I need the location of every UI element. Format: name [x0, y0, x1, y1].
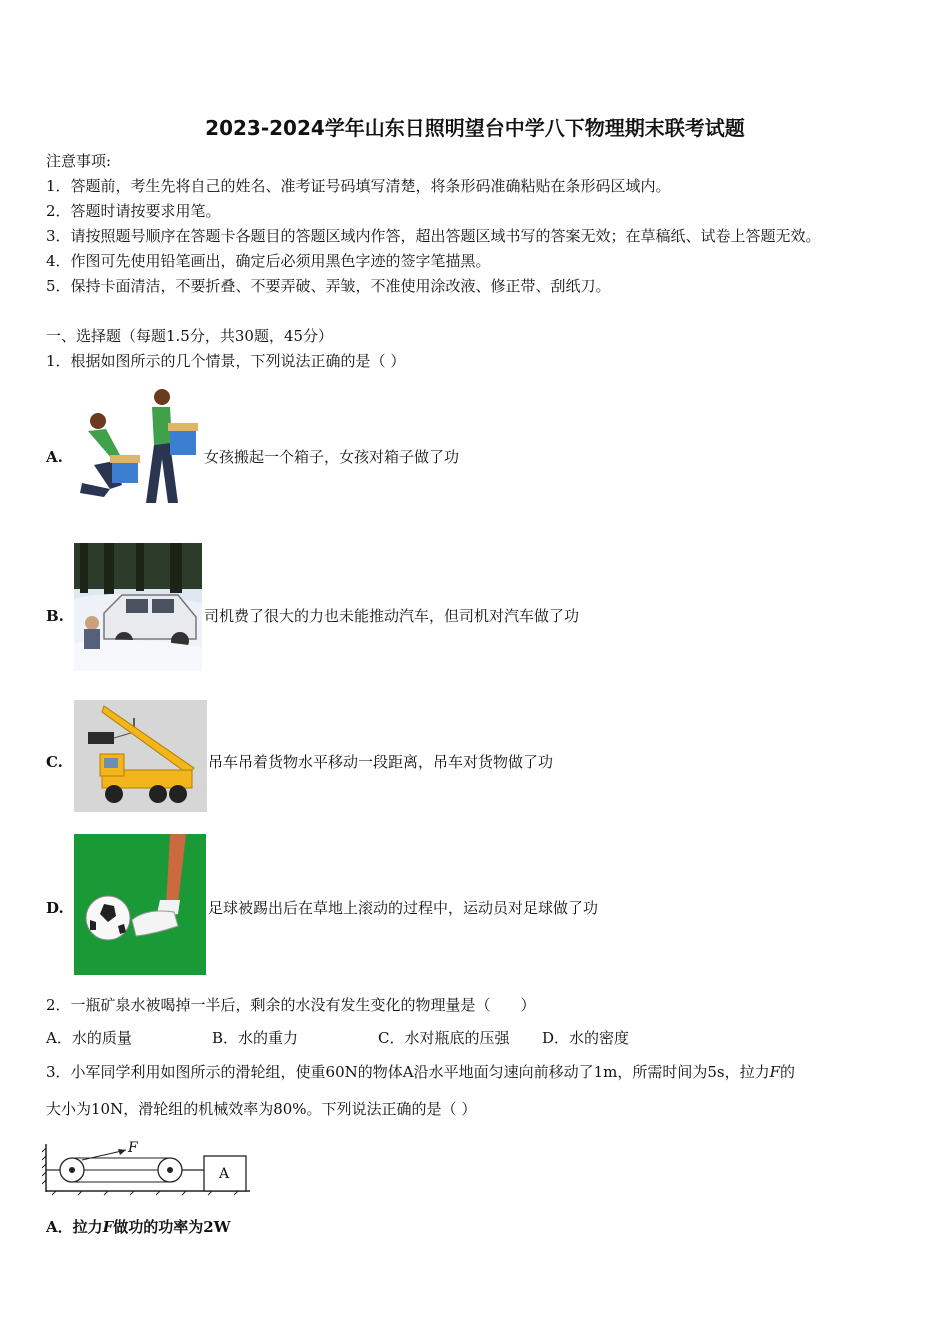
option-letter: A.: [46, 448, 63, 466]
notice-item: 4．作图可先使用铅笔画出，确定后必须用黑色字迹的签字笔描黑。: [46, 252, 491, 270]
question-3-stem-line2: 大小为10N，滑轮组的机械效率为80%。下列说法正确的是（ ）: [46, 1100, 477, 1118]
force-variable: F: [102, 1218, 114, 1236]
question-2-stem: 2．一瓶矿泉水被喝掉一半后，剩余的水没有发生变化的物理量是（ ）: [46, 996, 536, 1014]
option-text: A．水的质量: [46, 1029, 132, 1047]
girl-lifting-box-image: [74, 385, 202, 510]
question-3-option-a: [46, 1217, 231, 1237]
option-text: D．水的密度: [542, 1029, 630, 1047]
force-label: F: [128, 1140, 138, 1156]
option-text: A．拉力: [46, 1218, 103, 1236]
question-1-stem: 1．根据如图所示的几个情景，下列说法正确的是（ ）: [46, 352, 406, 370]
option-text: 做功的功率为2W: [113, 1218, 231, 1236]
notice-item: 2．答题时请按要求用笔。: [46, 202, 221, 220]
stem-text: 的: [780, 1063, 796, 1081]
section-heading: 一、选择题（每题1.5分，共30题，45分）: [46, 327, 334, 345]
option-text: 足球被踢出后在草地上滚动的过程中，运动员对足球做了功: [208, 899, 599, 917]
force-variable: F: [769, 1063, 781, 1081]
stem-text: 3．小军同学利用如图所示的滑轮组，使重60N的物体A沿水平地面匀速向前移动了1m，所需时间为5s，拉力: [46, 1063, 770, 1081]
page-title: 2023-2024学年山东日照明望台中学八下物理期末联考试题: [205, 116, 745, 140]
block-label: A: [219, 1166, 230, 1182]
notice-heading: 注意事项:: [46, 152, 112, 170]
notice-item: 3．请按照题号顺序在答题卡各题目的答题区域内作答，超出答题区域书写的答案无效；在草稿纸、试卷上答题无效。: [46, 227, 821, 245]
option-text: 女孩搬起一个箱子，女孩对箱子做了功: [204, 448, 460, 466]
car-stuck-in-snow-image: [74, 543, 202, 671]
option-letter: D.: [46, 899, 64, 917]
notice-item: 1．答题前，考生先将自己的姓名、准考证号码填写清楚，将条形码准确粘贴在条形码区域内。: [46, 177, 671, 195]
option-text: B．水的重力: [212, 1029, 299, 1047]
notice-item: 5．保持卡面清洁，不要折叠、不要弄破、弄皱，不准使用涂改液、修正带、刮纸刀。: [46, 277, 611, 295]
crane-truck-image: [74, 700, 207, 812]
option-text: 司机费了很大的力也未能推动汽车，但司机对汽车做了功: [204, 607, 580, 625]
option-text: 吊车吊着货物水平移动一段距离，吊车对货物做了功: [208, 753, 554, 771]
option-letter: B.: [46, 607, 64, 625]
option-letter: C.: [46, 753, 63, 771]
question-3-stem-line1: [46, 1062, 795, 1082]
football-kick-image: [74, 834, 206, 975]
option-text: C．水对瓶底的压强: [378, 1029, 510, 1047]
